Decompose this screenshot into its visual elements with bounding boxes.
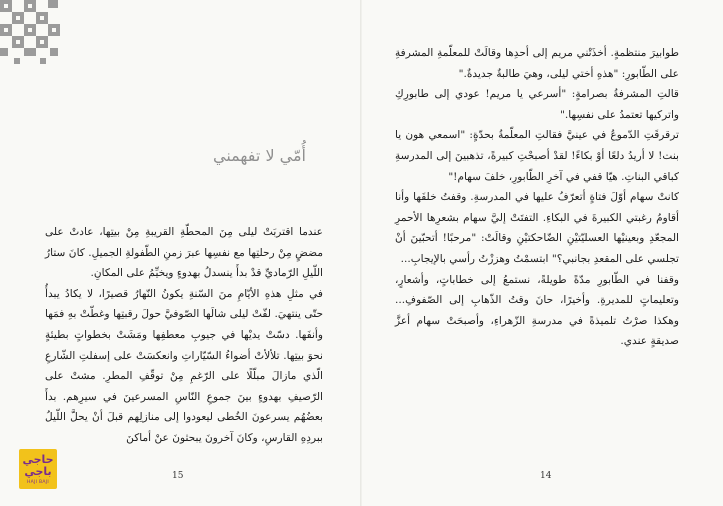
publisher-logo-arabic: حاجي باجي <box>22 452 54 478</box>
paragraph: قالتِ المشرفةُ بصرامةٍ: "أسرعي يا مريم! عودي إلى طابورِكِ واتركيها تعتمدُ على نفسِها." <box>395 88 679 121</box>
corner-ornament <box>0 0 66 70</box>
chapter-title: أُمّي لا تفهمني <box>213 146 306 165</box>
page-number-left: 15 <box>172 471 184 481</box>
paragraph: عندما اقتربَتْ ليلى مِنَ المحطّةِ القريبةِ مِنْ بيتِها، عادتْ على مضضٍ مِنْ رحلتِها مع نفسِها عبرَ زمنِ الطّفولةِ الجميلِ. كانَ ستارُ اللّيلِ الرّماديِّ قدْ بدأَ ينسدلُ بهدوءٍ ويخيِّمُ على المكانِ. <box>45 226 323 280</box>
publisher-logo <box>19 449 57 489</box>
paragraph: في مثلِ هذهِ الأيّامِ منَ السّنةِ يكونُ النّهارُ قصيرًا، لا يكادُ يبدأُ حتّى ينتهيَ. لفّتْ ليلى شالَها الصّوفيَّ حولَ رقبتِها وغطّتْ بهِ فمَها وأنفَها. دسّتْ يديْها في جيوبِ معطفِها ومَشَتْ بخطواتٍ بطيئةٍ نحوَ بيتِها. تلألأتْ أضواءُ السّيّاراتِ وانعكسَتْ على إسفلتِ الشّارعِ الّذي مازالَ مبلّلًا على الرّغمِ مِنْ توقّفِ المطرِ. مشتْ على الرّصيفِ بهدوءٍ بينَ جموعِ النّاسِ المسرعينَ في سيرِهم. بدأَ بعضُهُم يسرعونَ الخُطى ليعودوا إلى منازلِهم قبلَ أنْ يحلَّ اللّيلُ ببردِهِ القارسِ، وكانَ آخرونَ يبحثونَ عنْ أماكنَ <box>45 287 323 444</box>
paragraph: وقفنا في الطّابورِ مدّةً طويلةً، نستمعُ إلى خطاباتٍ، وأشعارٍ، وتعليماتٍ للمديرةِ. وأخيرًا، حانَ وقتُ الذّهابِ إلى الصّفوفِ... وهكذا صرْتُ تلميذةً في مدرسةِ الزّهراءِ، وأصبحَتْ سهام أعزَّ صديقةٍ عندي. <box>395 273 679 348</box>
publisher-logo-latin: HAJI BAJI <box>26 479 50 485</box>
left-page <box>0 0 361 506</box>
right-page-text <box>395 43 679 352</box>
page-number-right: 14 <box>540 471 552 481</box>
paragraph: كانتْ سهام أوّلَ فتاةٍ أتعرّفُ عليها في المدرسةِ. وقفتُ خلفَها وأنا أقاومُ رغبتي الكبيرةَ في البكاءِ. التفتَتْ إليَّ سهام بشعرِها الأحمرِ المجعّدِ وبعينيْها العسليّتيْنِ الضّاحكتيْنِ وقالَتْ: "مرحبًا! أتحبّينَ أنْ تجلسي على المقعدِ بجانبي؟" ابتسمْتُ وهززْتُ رأسي بالإيجابِ... <box>395 191 679 265</box>
paragraph: ترقرقَتِ الدّموعُ في عينيَّ فقالتِ المعلّمةُ بحدّةٍ: "اسمعي هون يا بنت! لا أريدُ دلعًا أوْ بكاءً! لقدْ أصبحْتِ كبيرةً، تذهبينَ إلى المدرسةِ كباقي البناتِ. هيّا قفي في آخرِ الطّابورِ، خلفَ سهام!" <box>395 129 679 183</box>
paragraph: طوابيرَ منتظمةٍ. أخذَتْني مريم إلى أحدِها وقالَتْ للمعلّمةِ المشرفةِ على الطّابورِ: "هذهِ أختي ليلى، وهيَ طالبةٌ جديدةٌ." <box>395 47 679 80</box>
left-page-text <box>45 222 323 449</box>
